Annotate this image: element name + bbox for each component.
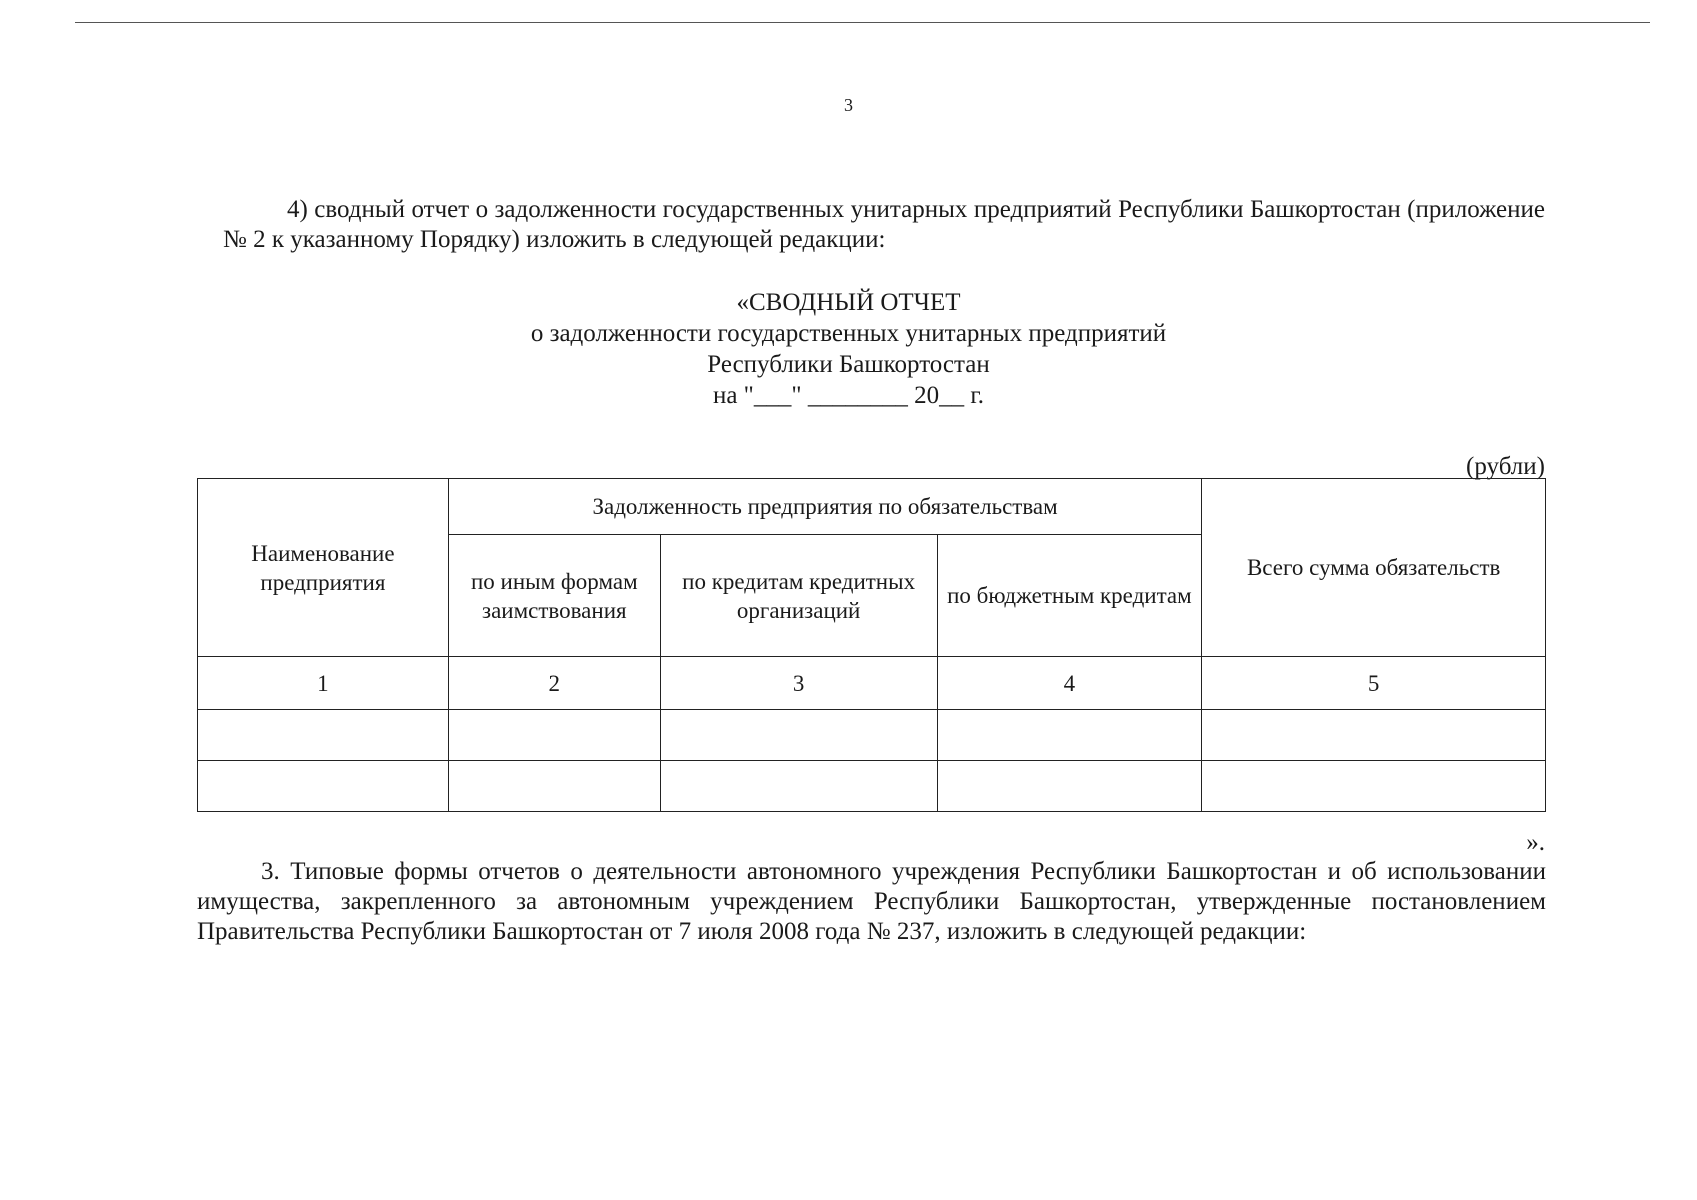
table-cell [937, 761, 1202, 812]
report-title-line-2: о задолженности государственных унитарных предприятий [530, 320, 1167, 347]
table-cell [198, 710, 449, 761]
table-cell [1202, 761, 1546, 812]
report-title-line-3: Республики Башкортостан [707, 351, 990, 378]
table-row [198, 761, 1546, 812]
table-cell [660, 761, 937, 812]
item-3-paragraph: 3. Типовые формы отчетов о деятельности автономного учреждения Республики Башкортостан и об использовании имущества, закрепленного за автономным учреждением Республики Башкортостан, утвержденные постановлением Правительства Республики Башкортостан от 7 июля 2008 года № 237, изложить в следующей редакции: [197, 858, 1546, 945]
item-4-paragraph: 4) сводный отчет о задолженности государственных унитарных предприятий Республики Башкортостан (приложение № 2 к указанному Порядку) изложить в следующей редакции: [223, 196, 1545, 253]
top-rule [75, 22, 1650, 23]
header-total-obligations: Всего сумма обязательств [1202, 479, 1546, 657]
table-cell [448, 761, 660, 812]
header-budget-loans: по бюджетным кредитам [937, 535, 1202, 657]
table-cell [937, 710, 1202, 761]
header-other-borrowing: по иным формам заимствования [448, 535, 660, 657]
column-number: 3 [660, 657, 937, 710]
table-cell [198, 761, 449, 812]
column-number: 2 [448, 657, 660, 710]
column-number-row [198, 657, 1546, 710]
closing-quote: ». [1526, 829, 1545, 856]
report-title [0, 287, 1697, 411]
column-number: 5 [1202, 657, 1546, 710]
column-number: 4 [937, 657, 1202, 710]
header-enterprise-name: Наименование предприятия [198, 479, 449, 657]
report-title-line-1: «СВОДНЫЙ ОТЧЕТ [736, 289, 961, 316]
table-row [198, 710, 1546, 761]
table-cell [448, 710, 660, 761]
report-table [197, 478, 1546, 812]
column-number: 1 [198, 657, 449, 710]
report-date-line: на "___" ________ 20__ г. [712, 382, 985, 409]
units-label: (рубли) [1466, 453, 1545, 480]
header-credit-org-loans: по кредитам кредитных организаций [660, 535, 937, 657]
header-debt-group: Задолженность предприятия по обязательствам [448, 479, 1201, 535]
table-header-row [198, 479, 1546, 535]
page-number: 3 [844, 95, 853, 115]
table-cell [660, 710, 937, 761]
table-cell [1202, 710, 1546, 761]
